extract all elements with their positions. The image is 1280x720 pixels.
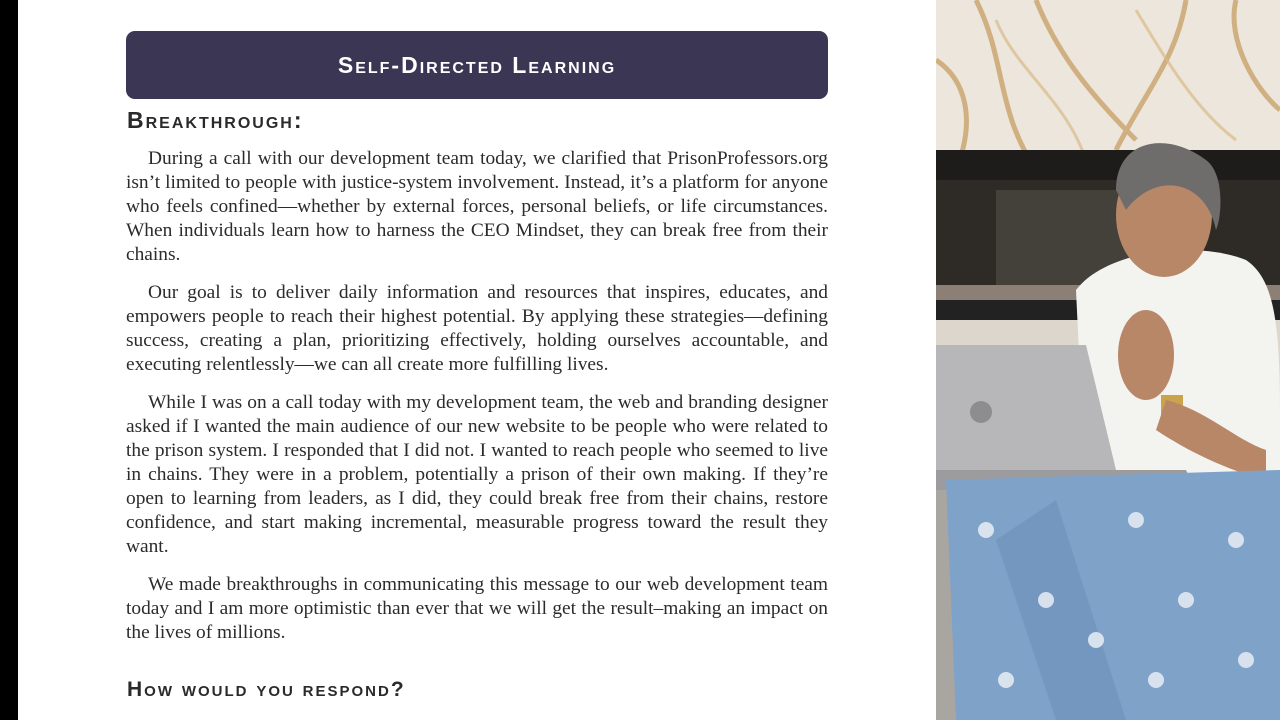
paragraph-3: While I was on a call today with my development team, the web and branding designer asked if I wanted the main audience of our new website to be people who were related to the prison system. I responded that I did not. I wanted to reach people who seemed to live in chains. They were in a problem, potentially a prison of their own making. If they’re open to learning from leaders, as I did, they could break free from their chains, restore confidence, and start making incremental, measurable progress toward the result they want.: [126, 392, 828, 557]
presenter-image: [936, 0, 1280, 720]
paragraph-4: We made breakthroughs in communicating this message to our web development team today and I am more optimistic than ever that we will get the result–making an impact on the lives of millions.: [126, 574, 828, 643]
banner-title: Self-Directed Learning: [337, 51, 617, 78]
breakthrough-heading: Breakthrough:: [127, 107, 304, 133]
title-banner: [126, 31, 828, 99]
respond-heading: How would you respond?: [127, 678, 406, 701]
document-page: [18, 0, 936, 720]
presenter-video: [936, 0, 1280, 720]
paragraph-2: Our goal is to deliver daily information and resources that inspires, educates, and empowers people to reach their highest potential. By applying these strategies—defining success, creating a plan, prioritizing effectively, holding ourselves accountable, and executing relentlessly—we can all create more fulfilling lives.: [126, 282, 828, 375]
left-border: [0, 0, 18, 720]
body-text: [126, 147, 828, 659]
paragraph-1: During a call with our development team today, we clarified that PrisonProfessors.org isn’t limited to people with justice-system involvement. Instead, it’s a platform for anyone who feels confined—whether by external forces, personal beliefs, or life circumstances. When individuals learn how to harness the CEO Mindset, they can break free from their chains.: [126, 148, 828, 265]
